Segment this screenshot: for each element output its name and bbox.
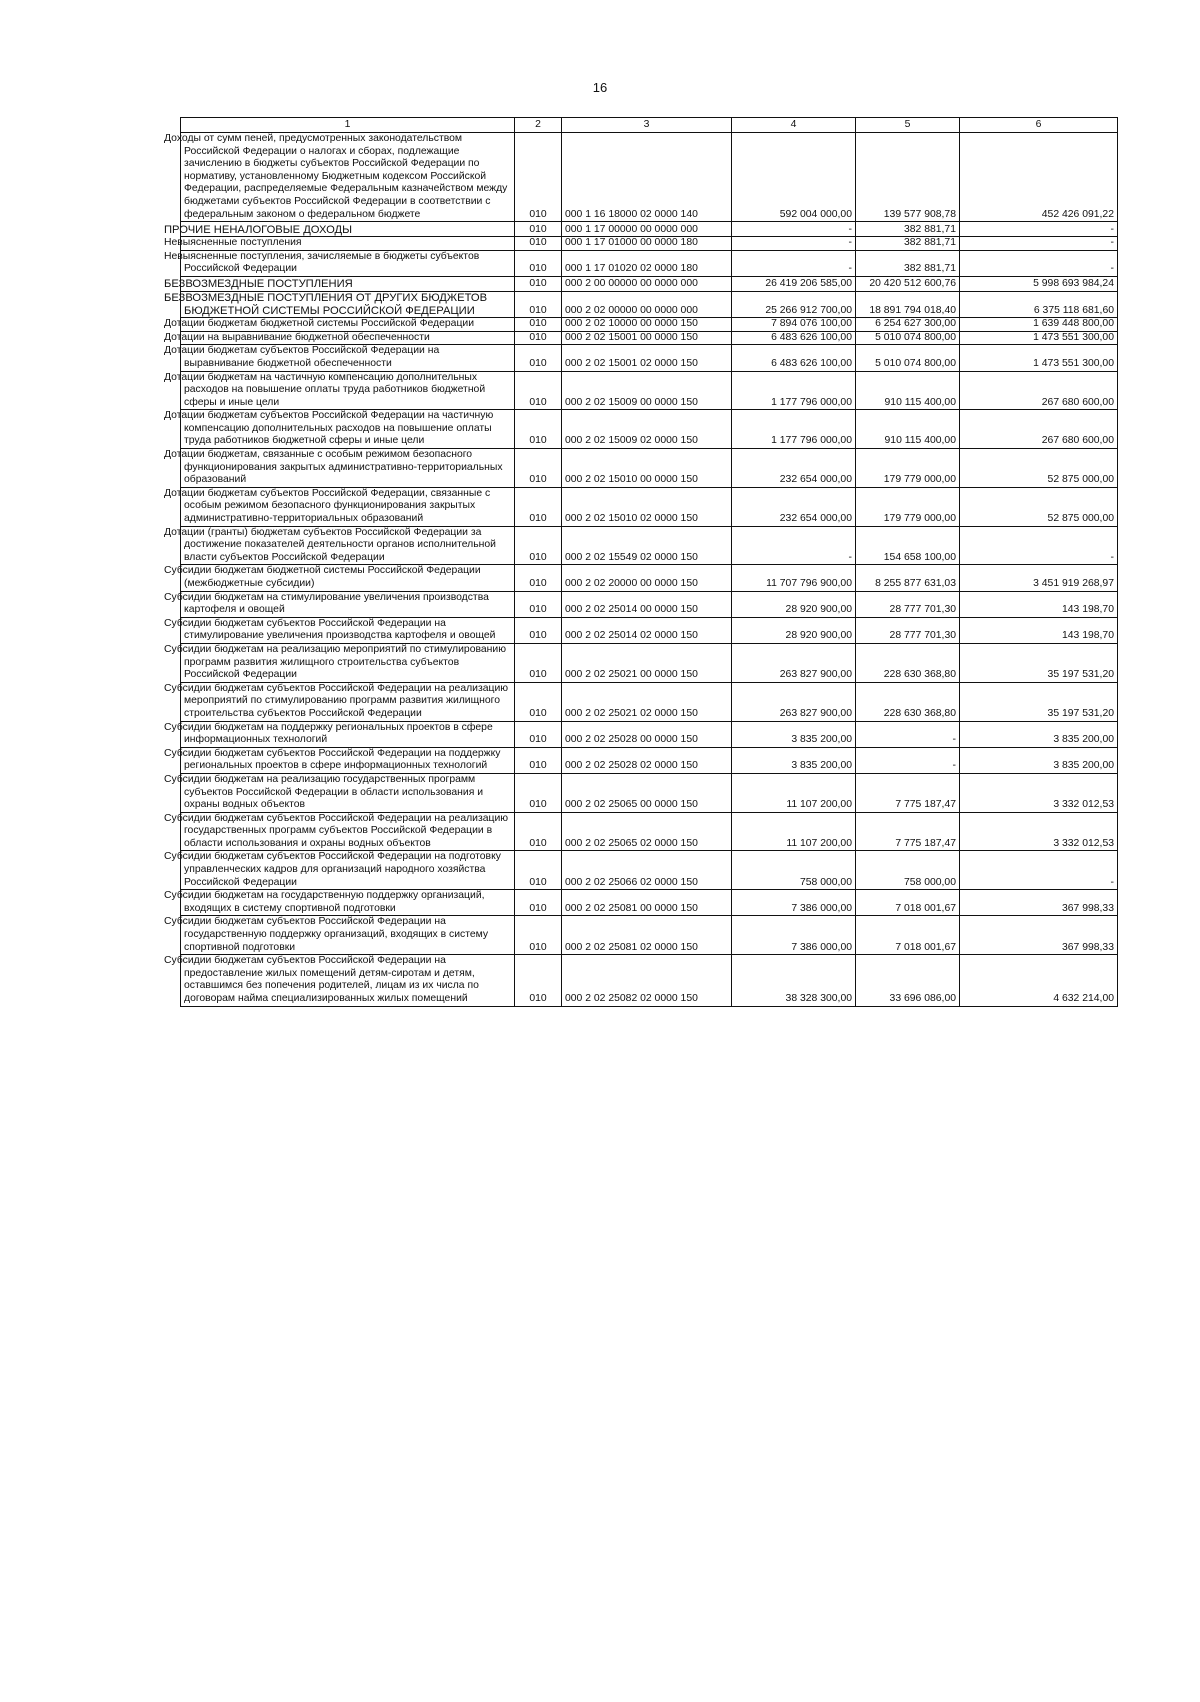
row-code-cell: 010 — [515, 133, 562, 222]
row-approved-cell: 7 386 000,00 — [732, 916, 856, 955]
row-executed-cell: 5 010 074 800,00 — [856, 331, 960, 345]
row-approved-cell: 6 483 626 100,00 — [732, 331, 856, 345]
row-kbk-cell: 000 2 02 25081 02 0000 150 — [562, 916, 732, 955]
row-name-cell: Субсидии бюджетам на стимулирование увеличения производства картофеля и овощей — [181, 591, 515, 617]
row-approved-cell: 26 419 206 585,00 — [732, 276, 856, 291]
row-approved-cell: 38 328 300,00 — [732, 955, 856, 1006]
table-row — [181, 591, 1118, 617]
table-row — [181, 291, 1118, 317]
row-executed-cell: 8 255 877 631,03 — [856, 565, 960, 591]
row-name-cell: Дотации бюджетам субъектов Российской Федерации на частичную компенсацию дополнительных расходов на повышение оплаты труда работников бюджетной сферы и иные цели — [181, 410, 515, 449]
row-executed-cell: 7 018 001,67 — [856, 890, 960, 916]
row-name-cell: Невыясненные поступления, зачисляемые в бюджеты субъектов Российской Федерации — [181, 250, 515, 276]
row-executed-cell: 18 891 794 018,40 — [856, 291, 960, 317]
row-name-cell: Субсидии бюджетам субъектов Российской Федерации на подготовку управленческих кадров для организаций народного хозяйства Российской Федерации — [181, 851, 515, 890]
row-kbk-cell: 000 2 02 25014 00 0000 150 — [562, 591, 732, 617]
row-code-cell: 010 — [515, 955, 562, 1006]
row-executed-cell: 20 420 512 600,76 — [856, 276, 960, 291]
row-unexecuted-cell: 52 875 000,00 — [960, 449, 1118, 488]
row-unexecuted-cell: 452 426 091,22 — [960, 133, 1118, 222]
row-approved-cell: 263 827 900,00 — [732, 643, 856, 682]
row-kbk-cell: 000 2 02 15010 02 0000 150 — [562, 487, 732, 526]
row-name-cell: Субсидии бюджетам субъектов Российской Федерации на предоставление жилых помещений детям-сиротам и детям, оставшимся без попечения родителей, лицам из их числа по договорам найма специализированных жилых помещений — [181, 955, 515, 1006]
row-name-cell: БЕЗВОЗМЕЗДНЫЕ ПОСТУПЛЕНИЯ ОТ ДРУГИХ БЮДЖЕТОВ БЮДЖЕТНОЙ СИСТЕМЫ РОССИЙСКОЙ ФЕДЕРАЦИИ — [181, 291, 515, 317]
row-approved-cell: - — [732, 237, 856, 251]
row-kbk-cell: 000 2 02 25028 02 0000 150 — [562, 747, 732, 773]
row-kbk-cell: 000 2 02 15009 00 0000 150 — [562, 371, 732, 410]
row-approved-cell: 592 004 000,00 — [732, 133, 856, 222]
row-code-cell: 010 — [515, 565, 562, 591]
row-unexecuted-cell: 3 835 200,00 — [960, 721, 1118, 747]
row-name-cell: Дотации бюджетам на частичную компенсацию дополнительных расходов на повышение оплаты труда работников бюджетной сферы и иные цели — [181, 371, 515, 410]
row-kbk-cell: 000 2 02 15001 00 0000 150 — [562, 331, 732, 345]
row-name-cell: Невыясненные поступления — [181, 237, 515, 251]
row-code-cell: 010 — [515, 747, 562, 773]
row-unexecuted-cell: 1 473 551 300,00 — [960, 331, 1118, 345]
row-name-cell: Субсидии бюджетам субъектов Российской Федерации на реализацию государственных программ субъектов Российской Федерации в области использования и охраны водных объектов — [181, 812, 515, 851]
header-col-4: 4 — [732, 118, 856, 133]
row-executed-cell: 382 881,71 — [856, 250, 960, 276]
row-kbk-cell: 000 2 02 25081 00 0000 150 — [562, 890, 732, 916]
row-approved-cell: 7 386 000,00 — [732, 890, 856, 916]
row-kbk-cell: 000 2 02 15001 02 0000 150 — [562, 345, 732, 371]
row-executed-cell: 5 010 074 800,00 — [856, 345, 960, 371]
row-name-cell: Субсидии бюджетам субъектов Российской Федерации на стимулирование увеличения производства картофеля и овощей — [181, 617, 515, 643]
row-unexecuted-cell: 367 998,33 — [960, 916, 1118, 955]
row-kbk-cell: 000 2 02 10000 00 0000 150 — [562, 318, 732, 332]
row-executed-cell: 139 577 908,78 — [856, 133, 960, 222]
table-row — [181, 955, 1118, 1006]
row-code-cell: 010 — [515, 617, 562, 643]
row-name-cell: Субсидии бюджетам на государственную поддержку организаций, входящих в систему спортивной подготовки — [181, 890, 515, 916]
row-code-cell: 010 — [515, 487, 562, 526]
table-row — [181, 643, 1118, 682]
row-unexecuted-cell: - — [960, 237, 1118, 251]
row-approved-cell: 11 107 200,00 — [732, 773, 856, 812]
row-name-cell: Субсидии бюджетам на реализацию мероприятий по стимулированию программ развития жилищного строительства субъектов Российской Федерации — [181, 643, 515, 682]
row-code-cell: 010 — [515, 890, 562, 916]
row-approved-cell: - — [732, 250, 856, 276]
table-body — [164, 133, 1118, 1007]
row-name-cell: Субсидии бюджетам субъектов Российской Федерации на реализацию мероприятий по стимулированию программ развития жилищного строительства субъектов Российской Федерации — [181, 682, 515, 721]
row-unexecuted-cell: 143 198,70 — [960, 617, 1118, 643]
row-code-cell: 010 — [515, 345, 562, 371]
row-unexecuted-cell: 4 632 214,00 — [960, 955, 1118, 1006]
table-row — [181, 371, 1118, 410]
row-executed-cell: 910 115 400,00 — [856, 410, 960, 449]
row-approved-cell: - — [732, 526, 856, 565]
row-kbk-cell: 000 2 02 15009 02 0000 150 — [562, 410, 732, 449]
row-name-cell: Субсидии бюджетам субъектов Российской Федерации на государственную поддержку организаций, входящих в систему спортивной подготовки — [181, 916, 515, 955]
row-unexecuted-cell: - — [960, 250, 1118, 276]
row-unexecuted-cell: 267 680 600,00 — [960, 410, 1118, 449]
row-code-cell: 010 — [515, 643, 562, 682]
row-unexecuted-cell: 3 332 012,53 — [960, 773, 1118, 812]
table-row — [181, 526, 1118, 565]
row-executed-cell: 154 658 100,00 — [856, 526, 960, 565]
row-name-cell: Дотации на выравнивание бюджетной обеспеченности — [181, 331, 515, 345]
row-code-cell: 010 — [515, 812, 562, 851]
row-kbk-cell: 000 2 02 15549 02 0000 150 — [562, 526, 732, 565]
table-row — [181, 773, 1118, 812]
row-unexecuted-cell: 6 375 118 681,60 — [960, 291, 1118, 317]
row-approved-cell: 3 835 200,00 — [732, 721, 856, 747]
row-unexecuted-cell: 35 197 531,20 — [960, 643, 1118, 682]
row-name-cell: Доходы от сумм пеней, предусмотренных законодательством Российской Федерации о налогах и сборах, подлежащие зачислению в бюджеты субъектов Российской Федерации по нормативу, установленному Бюджетным кодексом Российской Федерации, распределяемые Федеральным казначейством между бюджетами субъектов Российской Федерации в соответствии с федеральным законом о федеральном бюджете — [181, 133, 515, 222]
row-approved-cell: 11 707 796 900,00 — [732, 565, 856, 591]
row-approved-cell: 6 483 626 100,00 — [732, 345, 856, 371]
row-code-cell: 010 — [515, 916, 562, 955]
row-executed-cell: 758 000,00 — [856, 851, 960, 890]
row-approved-cell: 28 920 900,00 — [732, 591, 856, 617]
row-name-cell: Субсидии бюджетам на поддержку региональных проектов в сфере информационных технологий — [181, 721, 515, 747]
row-approved-cell: 3 835 200,00 — [732, 747, 856, 773]
table-row — [181, 721, 1118, 747]
row-approved-cell: 7 894 076 100,00 — [732, 318, 856, 332]
row-executed-cell: 228 630 368,80 — [856, 643, 960, 682]
table-row — [181, 250, 1118, 276]
row-kbk-cell: 000 2 02 25028 00 0000 150 — [562, 721, 732, 747]
row-approved-cell: 1 177 796 000,00 — [732, 371, 856, 410]
row-name-cell: Дотации бюджетам субъектов Российской Федерации на выравнивание бюджетной обеспеченности — [181, 345, 515, 371]
row-executed-cell: 382 881,71 — [856, 237, 960, 251]
row-name-cell: БЕЗВОЗМЕЗДНЫЕ ПОСТУПЛЕНИЯ — [181, 276, 515, 291]
row-code-cell: 010 — [515, 449, 562, 488]
header-row — [181, 118, 1118, 133]
header-col-3: 3 — [562, 118, 732, 133]
row-kbk-cell: 000 2 02 25065 02 0000 150 — [562, 812, 732, 851]
row-executed-cell: 7 775 187,47 — [856, 773, 960, 812]
row-name-cell: Дотации бюджетам субъектов Российской Федерации, связанные с особым режимом безопасного функционирования закрытых административно-территориальных образований — [181, 487, 515, 526]
row-executed-cell: 382 881,71 — [856, 222, 960, 237]
table-row — [181, 916, 1118, 955]
row-kbk-cell: 000 2 02 25014 02 0000 150 — [562, 617, 732, 643]
row-approved-cell: - — [732, 222, 856, 237]
row-name-cell: Дотации бюджетам, связанные с особым режимом безопасного функционирования закрытых административно-территориальных образований — [181, 449, 515, 488]
row-unexecuted-cell: - — [960, 851, 1118, 890]
table-row — [181, 222, 1118, 237]
row-unexecuted-cell: 5 998 693 984,24 — [960, 276, 1118, 291]
table-row — [181, 487, 1118, 526]
row-name-cell: Субсидии бюджетам субъектов Российской Федерации на поддержку региональных проектов в сфере информационных технологий — [181, 747, 515, 773]
row-code-cell: 010 — [515, 410, 562, 449]
row-unexecuted-cell: - — [960, 526, 1118, 565]
table-row — [181, 682, 1118, 721]
row-kbk-cell: 000 1 17 01020 02 0000 180 — [562, 250, 732, 276]
row-name-cell: Субсидии бюджетам на реализацию государственных программ субъектов Российской Федерации в области использования и охраны водных объектов — [181, 773, 515, 812]
row-code-cell: 010 — [515, 682, 562, 721]
row-code-cell: 010 — [515, 371, 562, 410]
row-code-cell: 010 — [515, 222, 562, 237]
row-code-cell: 010 — [515, 851, 562, 890]
row-approved-cell: 758 000,00 — [732, 851, 856, 890]
row-approved-cell: 11 107 200,00 — [732, 812, 856, 851]
page-number: 16 — [592, 80, 608, 95]
row-unexecuted-cell: 35 197 531,20 — [960, 682, 1118, 721]
table-row — [181, 237, 1118, 251]
table-row — [181, 617, 1118, 643]
row-unexecuted-cell: 143 198,70 — [960, 591, 1118, 617]
table-row — [181, 851, 1118, 890]
row-executed-cell: 228 630 368,80 — [856, 682, 960, 721]
row-kbk-cell: 000 2 02 15010 00 0000 150 — [562, 449, 732, 488]
row-kbk-cell: 000 2 02 25065 00 0000 150 — [562, 773, 732, 812]
header-col-5: 5 — [856, 118, 960, 133]
row-approved-cell: 28 920 900,00 — [732, 617, 856, 643]
row-unexecuted-cell: - — [960, 222, 1118, 237]
row-name-cell: Субсидии бюджетам бюджетной системы Российской Федерации (межбюджетные субсидии) — [181, 565, 515, 591]
row-executed-cell: 179 779 000,00 — [856, 449, 960, 488]
row-executed-cell: 7 018 001,67 — [856, 916, 960, 955]
row-executed-cell: 179 779 000,00 — [856, 487, 960, 526]
row-kbk-cell: 000 2 02 25082 02 0000 150 — [562, 955, 732, 1006]
row-code-cell: 010 — [515, 526, 562, 565]
table-row — [181, 331, 1118, 345]
table-row — [181, 318, 1118, 332]
table-row — [181, 565, 1118, 591]
table-row — [181, 812, 1118, 851]
table-row — [181, 345, 1118, 371]
row-kbk-cell: 000 2 02 20000 00 0000 150 — [562, 565, 732, 591]
row-unexecuted-cell: 1 639 448 800,00 — [960, 318, 1118, 332]
table-row — [181, 747, 1118, 773]
table-row — [181, 276, 1118, 291]
row-name-cell: Дотации бюджетам бюджетной системы Российской Федерации — [181, 318, 515, 332]
row-unexecuted-cell: 267 680 600,00 — [960, 371, 1118, 410]
row-code-cell: 010 — [515, 237, 562, 251]
table-row — [181, 449, 1118, 488]
table-row — [181, 410, 1118, 449]
row-executed-cell: 910 115 400,00 — [856, 371, 960, 410]
header-col-2: 2 — [515, 118, 562, 133]
row-approved-cell: 232 654 000,00 — [732, 449, 856, 488]
row-kbk-cell: 000 2 02 25021 02 0000 150 — [562, 682, 732, 721]
row-kbk-cell: 000 1 16 18000 02 0000 140 — [562, 133, 732, 222]
revenue-table — [164, 117, 1118, 1007]
row-kbk-cell: 000 2 02 25066 02 0000 150 — [562, 851, 732, 890]
row-code-cell: 010 — [515, 773, 562, 812]
row-approved-cell: 232 654 000,00 — [732, 487, 856, 526]
row-approved-cell: 25 266 912 700,00 — [732, 291, 856, 317]
row-executed-cell: 7 775 187,47 — [856, 812, 960, 851]
row-code-cell: 010 — [515, 591, 562, 617]
row-executed-cell: - — [856, 721, 960, 747]
header-col-6: 6 — [960, 118, 1118, 133]
row-executed-cell: 28 777 701,30 — [856, 591, 960, 617]
row-unexecuted-cell: 3 835 200,00 — [960, 747, 1118, 773]
row-executed-cell: 33 696 086,00 — [856, 955, 960, 1006]
row-code-cell: 010 — [515, 318, 562, 332]
row-name-cell: Дотации (гранты) бюджетам субъектов Российской Федерации за достижение показателей деятельности органов исполнительной власти субъектов Российской Федерации — [181, 526, 515, 565]
row-kbk-cell: 000 1 17 01000 00 0000 180 — [562, 237, 732, 251]
row-kbk-cell: 000 2 00 00000 00 0000 000 — [562, 276, 732, 291]
row-kbk-cell: 000 2 02 00000 00 0000 000 — [562, 291, 732, 317]
row-code-cell: 010 — [515, 721, 562, 747]
row-executed-cell: 28 777 701,30 — [856, 617, 960, 643]
row-kbk-cell: 000 1 17 00000 00 0000 000 — [562, 222, 732, 237]
table-row — [181, 133, 1118, 222]
row-unexecuted-cell: 367 998,33 — [960, 890, 1118, 916]
row-executed-cell: - — [856, 747, 960, 773]
table-row — [181, 890, 1118, 916]
row-unexecuted-cell: 3 451 919 268,97 — [960, 565, 1118, 591]
row-name-cell: ПРОЧИЕ НЕНАЛОГОВЫЕ ДОХОДЫ — [181, 222, 515, 237]
header-col-1: 1 — [181, 118, 515, 133]
row-unexecuted-cell: 52 875 000,00 — [960, 487, 1118, 526]
row-unexecuted-cell: 3 332 012,53 — [960, 812, 1118, 851]
row-code-cell: 010 — [515, 331, 562, 345]
row-code-cell: 010 — [515, 291, 562, 317]
row-unexecuted-cell: 1 473 551 300,00 — [960, 345, 1118, 371]
row-kbk-cell: 000 2 02 25021 00 0000 150 — [562, 643, 732, 682]
row-approved-cell: 1 177 796 000,00 — [732, 410, 856, 449]
row-code-cell: 010 — [515, 250, 562, 276]
row-executed-cell: 6 254 627 300,00 — [856, 318, 960, 332]
row-code-cell: 010 — [515, 276, 562, 291]
row-approved-cell: 263 827 900,00 — [732, 682, 856, 721]
